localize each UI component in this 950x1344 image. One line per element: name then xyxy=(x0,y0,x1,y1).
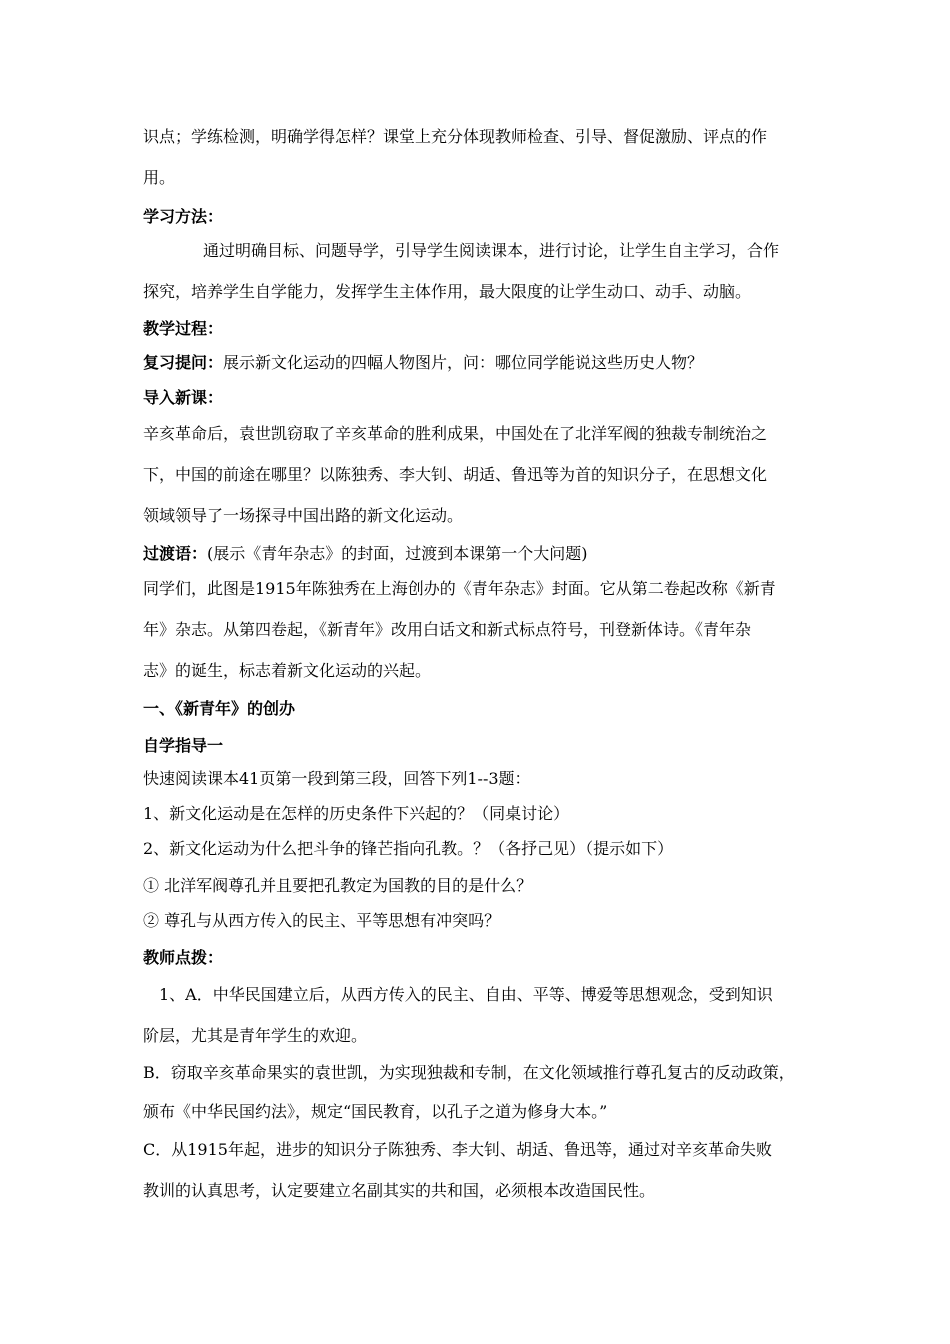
heading-introduction: 导入新课： xyxy=(143,388,224,407)
transition-text: (展示《青年杂志》的封面，过渡到本课第一个大问题) xyxy=(207,544,588,563)
paragraph-line: 教训的认真思考，认定要建立名副其实的共和国，必须根本改造国民性。 xyxy=(143,1181,656,1200)
question-item: 1、新文化运动是在怎样的历史条件下兴起的？（同桌讨论） xyxy=(143,804,570,823)
question-item: 2、新文化运动为什么把斗争的锋芒指向孔教。？（各抒己见）（提示如下） xyxy=(143,839,674,858)
transition-label: 过渡语： xyxy=(143,544,208,563)
paragraph-line: 志》的诞生，标志着新文化运动的兴起。 xyxy=(143,661,432,680)
heading-teacher-guidance: 教师点拨： xyxy=(143,948,224,967)
paragraph-line: 领域领导了一场探寻中国出路的新文化运动。 xyxy=(143,506,464,525)
review-text: 展示新文化运动的四幅人物图片，问：哪位同学能说这些历史人物？ xyxy=(223,353,704,372)
paragraph-line: 识点；学练检测，明确学得怎样？课堂上充分体现教师检查、引导、督促激励、评点的作 xyxy=(143,127,768,146)
paragraph-line: C．从1915年起，进步的知识分子陈独秀、李大钊、胡适、鲁迅等，通过对辛亥革命失败 xyxy=(143,1140,772,1159)
paragraph-line: 1、A．中华民国建立后，从西方传入的民主、自由、平等、博爱等思想观念，受到知识 xyxy=(159,985,773,1004)
paragraph-line: 探究，培养学生自学能力，发挥学生主体作用，最大限度的让学生动口、动手、动脑。 xyxy=(143,282,752,301)
paragraph-line: 通过明确目标、问题导学，引导学生阅读课本，进行讨论，让学生自主学习，合作 xyxy=(203,241,780,260)
paragraph-line: 颁布《中华民国约法》，规定“国民教育，以孔子之道为修身大本。” xyxy=(143,1102,608,1121)
paragraph-line: 阶层，尤其是青年学生的欢迎。 xyxy=(143,1026,368,1045)
paragraph-line: 同学们，此图是1915年陈独秀在上海创办的《青年杂志》封面。它从第二卷起改称《新青 xyxy=(143,579,776,598)
paragraph-line: 下，中国的前途在哪里？以陈独秀、李大钊、胡适、鲁迅等为首的知识分子，在思想文化 xyxy=(143,465,768,484)
sub-question-item: ① 北洋军阀尊孔并且要把孔教定为国教的目的是什么？ xyxy=(143,876,533,895)
paragraph-line: 年》杂志。从第四卷起，《新青年》改用白话文和新式标点符号，刊登新体诗。《青年杂 xyxy=(143,620,752,639)
paragraph-line: B．窃取辛亥革命果实的袁世凯，为实现独裁和专制，在文化领域推行尊孔复古的反动政策， xyxy=(143,1063,795,1082)
heading-section-1: 一、《新青年》的创办 xyxy=(143,699,296,718)
sub-question-item: ② 尊孔与从西方传入的民主、平等思想有冲突吗？ xyxy=(143,911,501,930)
heading-teaching-process: 教学过程： xyxy=(143,319,224,338)
paragraph-line: 用。 xyxy=(143,168,176,187)
review-question-line xyxy=(143,352,890,374)
paragraph-line: 快速阅读课本41页第一段到第三段，回答下列1--3题： xyxy=(143,769,531,788)
heading-learning-method: 学习方法： xyxy=(143,207,224,226)
transition-line xyxy=(143,543,890,565)
review-label: 复习提问： xyxy=(143,353,224,372)
heading-self-study-guide: 自学指导一 xyxy=(143,736,224,755)
paragraph-line: 辛亥革命后，袁世凯窃取了辛亥革命的胜利成果，中国处在了北洋军阀的独裁专制统治之 xyxy=(143,424,768,443)
